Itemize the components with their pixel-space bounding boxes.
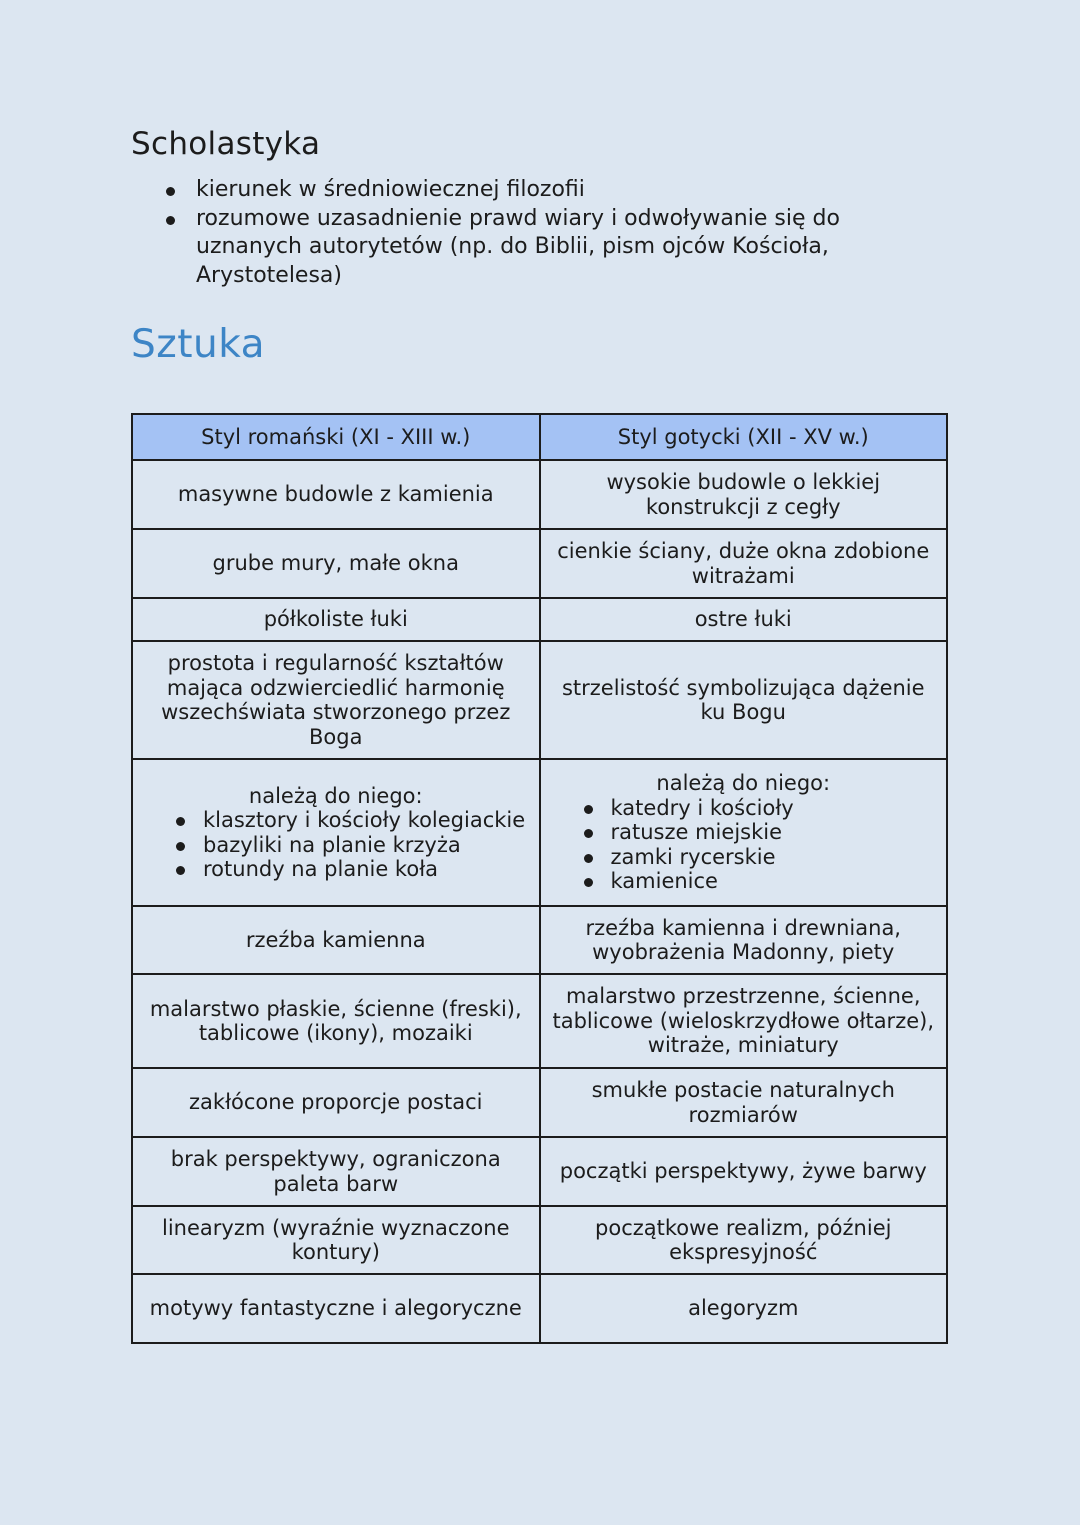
table-cell: ostre łuki — [540, 598, 948, 641]
list-item: kamienice — [576, 869, 939, 894]
table-cell: malarstwo przestrzenne, ścienne, tablicowe (wieloskrzydłowe ołtarze), witraże, miniatury — [540, 974, 948, 1068]
list-item: ratusze miejskie — [576, 820, 939, 845]
table-cell: brak perspektywy, ograniczona paleta barw — [132, 1137, 540, 1206]
scholastyka-list — [165, 176, 925, 290]
table-cell: prostota i regularność kształtów mająca odzwierciedlić harmonię wszechświata stworzonego przez Boga — [132, 641, 540, 759]
table-cell: rzeźba kamienna — [132, 906, 540, 974]
table-row — [132, 1068, 947, 1137]
column-header-romanesque: Styl romański (XI - XIII w.) — [132, 414, 540, 460]
table-row — [132, 641, 947, 759]
table-cell: półkoliste łuki — [132, 598, 540, 641]
list-item: katedry i kościoły — [576, 796, 939, 821]
table-row — [132, 906, 947, 974]
table-cell: początkowe realizm, później ekspresyjność — [540, 1206, 948, 1274]
table-cell: smukłe postacie naturalnych rozmiarów — [540, 1068, 948, 1137]
table-cell: zakłócone proporcje postaci — [132, 1068, 540, 1137]
table-header-row — [132, 414, 947, 460]
table-row — [132, 1274, 947, 1343]
style-comparison-table — [131, 413, 948, 1344]
list-item: bazyliki na planie krzyża — [168, 833, 531, 858]
table-cell: cienkie ściany, duże okna zdobione witrażami — [540, 529, 948, 598]
table-row — [132, 529, 947, 598]
table-row-buildings — [132, 759, 947, 906]
list-item: klasztory i kościoły kolegiackie — [168, 808, 531, 833]
buildings-heading: należą do niego: — [656, 771, 831, 796]
table-row — [132, 974, 947, 1068]
table-cell: wysokie budowle o lekkiej konstrukcji z cegły — [540, 460, 948, 529]
list-item: zamki rycerskie — [576, 845, 939, 870]
table-cell: początki perspektywy, żywe barwy — [540, 1137, 948, 1206]
list-item: rozumowe uzasadnienie prawd wiary i odwoływanie się do uznanych autorytetów (np. do Biblii, pism ojców Kościoła, Arystotelesa) — [165, 205, 925, 291]
table-cell: malarstwo płaskie, ścienne (freski), tablicowe (ikony), mozaiki — [132, 974, 540, 1068]
table-cell: motywy fantastyczne i alegoryczne — [132, 1274, 540, 1343]
table-cell: linearyzm (wyraźnie wyznaczone kontury) — [132, 1206, 540, 1274]
list-item: rotundy na planie koła — [168, 857, 531, 882]
column-header-gothic: Styl gotycki (XII - XV w.) — [540, 414, 948, 460]
romanesque-buildings-list — [168, 808, 531, 882]
scholastyka-title: Scholastyka — [131, 126, 321, 162]
table-row — [132, 598, 947, 641]
table-cell: grube mury, małe okna — [132, 529, 540, 598]
list-item: kierunek w średniowiecznej filozofii — [165, 176, 925, 205]
table-cell — [132, 759, 540, 906]
table-row — [132, 1137, 947, 1206]
buildings-heading: należą do niego: — [248, 783, 423, 808]
table-row — [132, 1206, 947, 1274]
table-cell: masywne budowle z kamienia — [132, 460, 540, 529]
table-row — [132, 460, 947, 529]
table-cell: alegoryzm — [540, 1274, 948, 1343]
table-cell: strzelistość symbolizująca dążenie ku Bogu — [540, 641, 948, 759]
table-cell — [540, 759, 948, 906]
table-cell: rzeźba kamienna i drewniana, wyobrażenia Madonny, piety — [540, 906, 948, 974]
sztuka-title: Sztuka — [131, 322, 266, 367]
gothic-buildings-list — [576, 796, 939, 894]
